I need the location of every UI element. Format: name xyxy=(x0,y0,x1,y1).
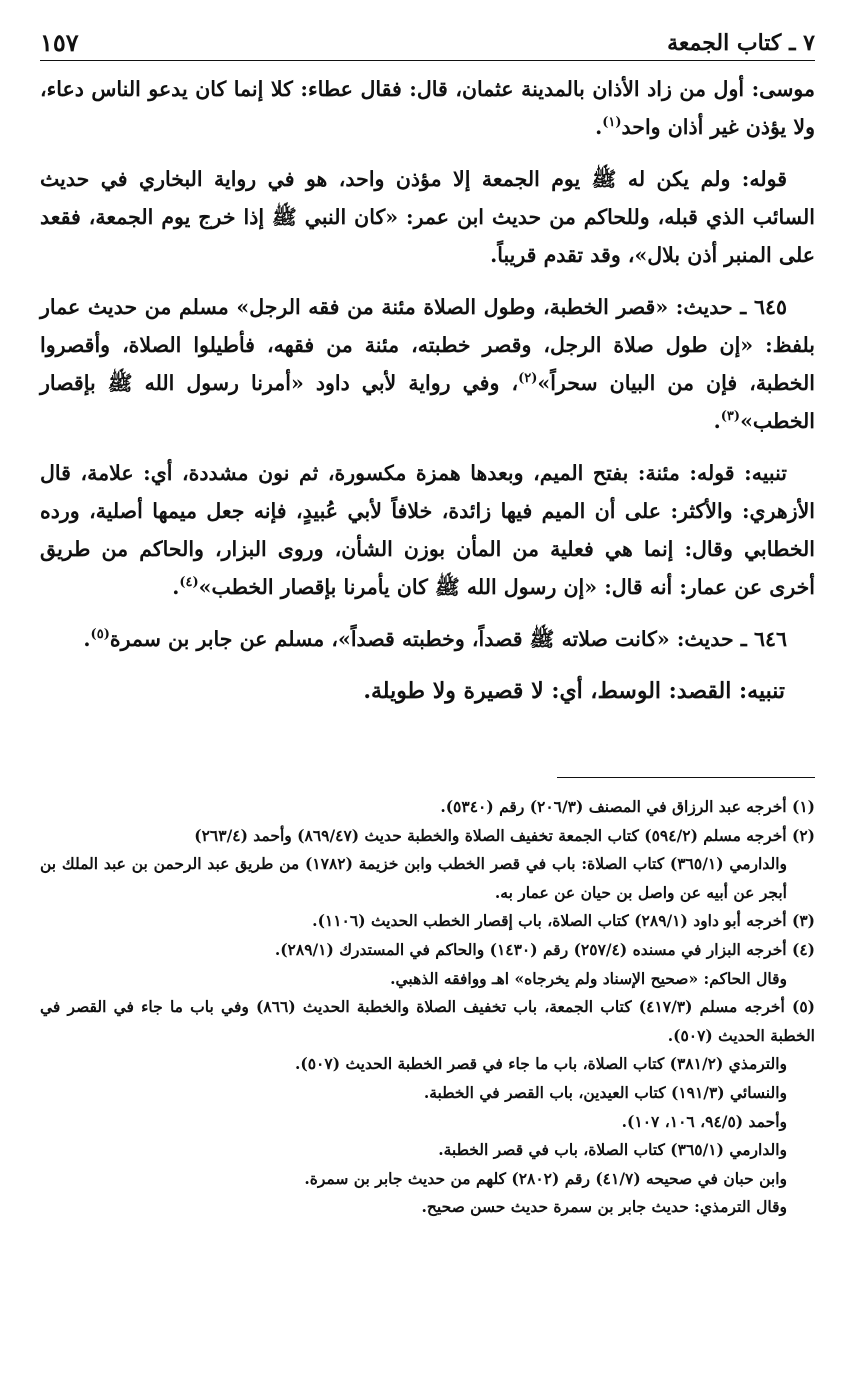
main-text xyxy=(40,70,815,724)
footnote-5: (٥) أخرجه مسلم (٤١٧/٣) كتاب الجمعة، باب تخفيف الصلاة والخطبة الحديث (٨٦٦) وفي باب ما جاء في القصر في الخطبة الحديث (٥٠٧). xyxy=(40,997,815,1045)
footnote-5-ahmad: وأحمد (٩٤/٥، ١٠٦، ١٠٧). xyxy=(621,1111,787,1131)
footnote-ref-4: (٤) xyxy=(179,575,199,591)
footnote-5-tirmidhi: والترمذي (٣٨١/٢) كتاب الصلاة، باب ما جاء في قصر الخطبة الحديث (٥٠٧). xyxy=(295,1054,787,1074)
hadith-646: ٦٤٦ ـ حديث: «كانت صلاته ﷺ قصداً، وخطبته قصداً»، مسلم عن جابر بن سمرة$^{(٥)}$. xyxy=(83,627,787,651)
page-header xyxy=(40,26,815,61)
footnote-4: (٤) أخرجه البزار في مسنده (٢٥٧/٤) رقم (١٤٣٠) والحاكم في المستدرك (٢٨٩/١). xyxy=(274,939,815,959)
footnote-2-continued: والدارمي (٣٦٥/١) كتاب الصلاة: باب في قصر الخطب وابن خزيمة (١٧٨٢) من طريق عبد الرحمن بن عبد الملك بن أبجر عن أبيه عن واصل بن حيان عن عمار به. xyxy=(40,854,787,902)
page-number: ١٥٧ xyxy=(40,28,79,57)
footnote-5-nasai: والنسائي (١٩١/٣) كتاب العيدين، باب القصر في الخطبة. xyxy=(423,1082,787,1102)
footnote-5-tirmidhi-grade: وقال الترمذي: حديث جابر بن سمرة حديث حسن صحيح. xyxy=(421,1197,787,1217)
tanbih-646: تنبيه: القصد: الوسط، أي: لا قصيرة ولا طويلة. xyxy=(363,678,785,704)
footnote-5-darimi: والدارمي (٣٦٥/١) كتاب الصلاة، باب في قصر الخطبة. xyxy=(438,1140,787,1160)
footnote-1: (١) أخرجه عبد الرزاق في المصنف (٢٠٦/٣) رقم (٥٣٤٠). xyxy=(440,797,815,816)
paragraph-2: قوله: ولم يكن له ﷺ يوم الجمعة إلا مؤذن واحد، هو في رواية البخاري في حديث السائب الذي قبله، وللحاكم من حديث ابن عمر: «كان النبي ﷺ إذا خرج يوم الجمعة، فقعد على المنبر أذن بلال»، وقد تقدم قريباً. xyxy=(40,167,815,267)
footnotes xyxy=(40,793,815,1222)
footnote-2: (٢) أخرجه مسلم (٥٩٤/٢) كتاب الجمعة تخفيف الصلاة والخطبة حديث (٨٦٩/٤٧) وأحمد (٢٦٣/٤) xyxy=(194,825,815,845)
chapter-title: ٧ ـ كتاب الجمعة xyxy=(667,30,815,56)
footnote-divider xyxy=(557,777,815,778)
footnote-5-ibn-hibban: وابن حبان في صحيحه (٤١/٧) رقم (٢٨٠٢) كلهم من حديث جابر بن سمرة. xyxy=(304,1168,787,1188)
footnote-4-continued: وقال الحاكم: «صحيح الإسناد ولم يخرجاه» اهـ ووافقه الذهبي. xyxy=(390,968,787,988)
hadith-645: ٦٤٥ ـ حديث: «قصر الخطبة، وطول الصلاة مئنة من فقه الرجل» مسلم من حديث عمار بلفظ: «إن طول صلاة الرجل، وقصر خطبته، مئنة من فقهه، فأطيلوا الصلاة، وأقصروا الخطبة، فإن من البيان سحراً»$^{(٢)}$، وفي رواية لأبي داود «أمرنا رسول الله ﷺ بإقصار الخطب»$^{(٣)}$. xyxy=(40,295,815,433)
tanbih-645: تنبيه: قوله: مئنة: بفتح الميم، وبعدها همزة مكسورة، ثم نون مشددة، أي: علامة، قال الأزهري: والأكثر: على أن الميم فيها زائدة، خلافاً لأبي عُبيدٍ، فإنه جعل ميمها أصلية، ورده الخطابي وقال: إنما هي فعلية من المأن بوزن الشأن، وروى البزار، والحاكم من طريق أخرى عن عمار: أنه قال: «إن رسول الله ﷺ كان يأمرنا بإقصار الخطب»$^{(٤)}$. xyxy=(40,461,815,599)
footnote-ref-3: (٣) xyxy=(720,409,741,425)
footnote-3: (٣) أخرجه أبو داود (٢٨٩/١) كتاب الصلاة، باب إقصار الخطب الحديث (١١٠٦). xyxy=(312,911,815,931)
footnote-ref-2: (٢) xyxy=(518,371,538,387)
footnote-ref-1: (١) xyxy=(602,115,622,131)
paragraph-1: موسى: أول من زاد الأذان بالمدينة عثمان، قال: فقال عطاء: كلا إنما كان يدعو الناس دعاء، ولا يؤذن غير أذان واحد$^{(١)}$. xyxy=(40,77,815,139)
footnote-ref-5: (٥) xyxy=(90,627,110,643)
